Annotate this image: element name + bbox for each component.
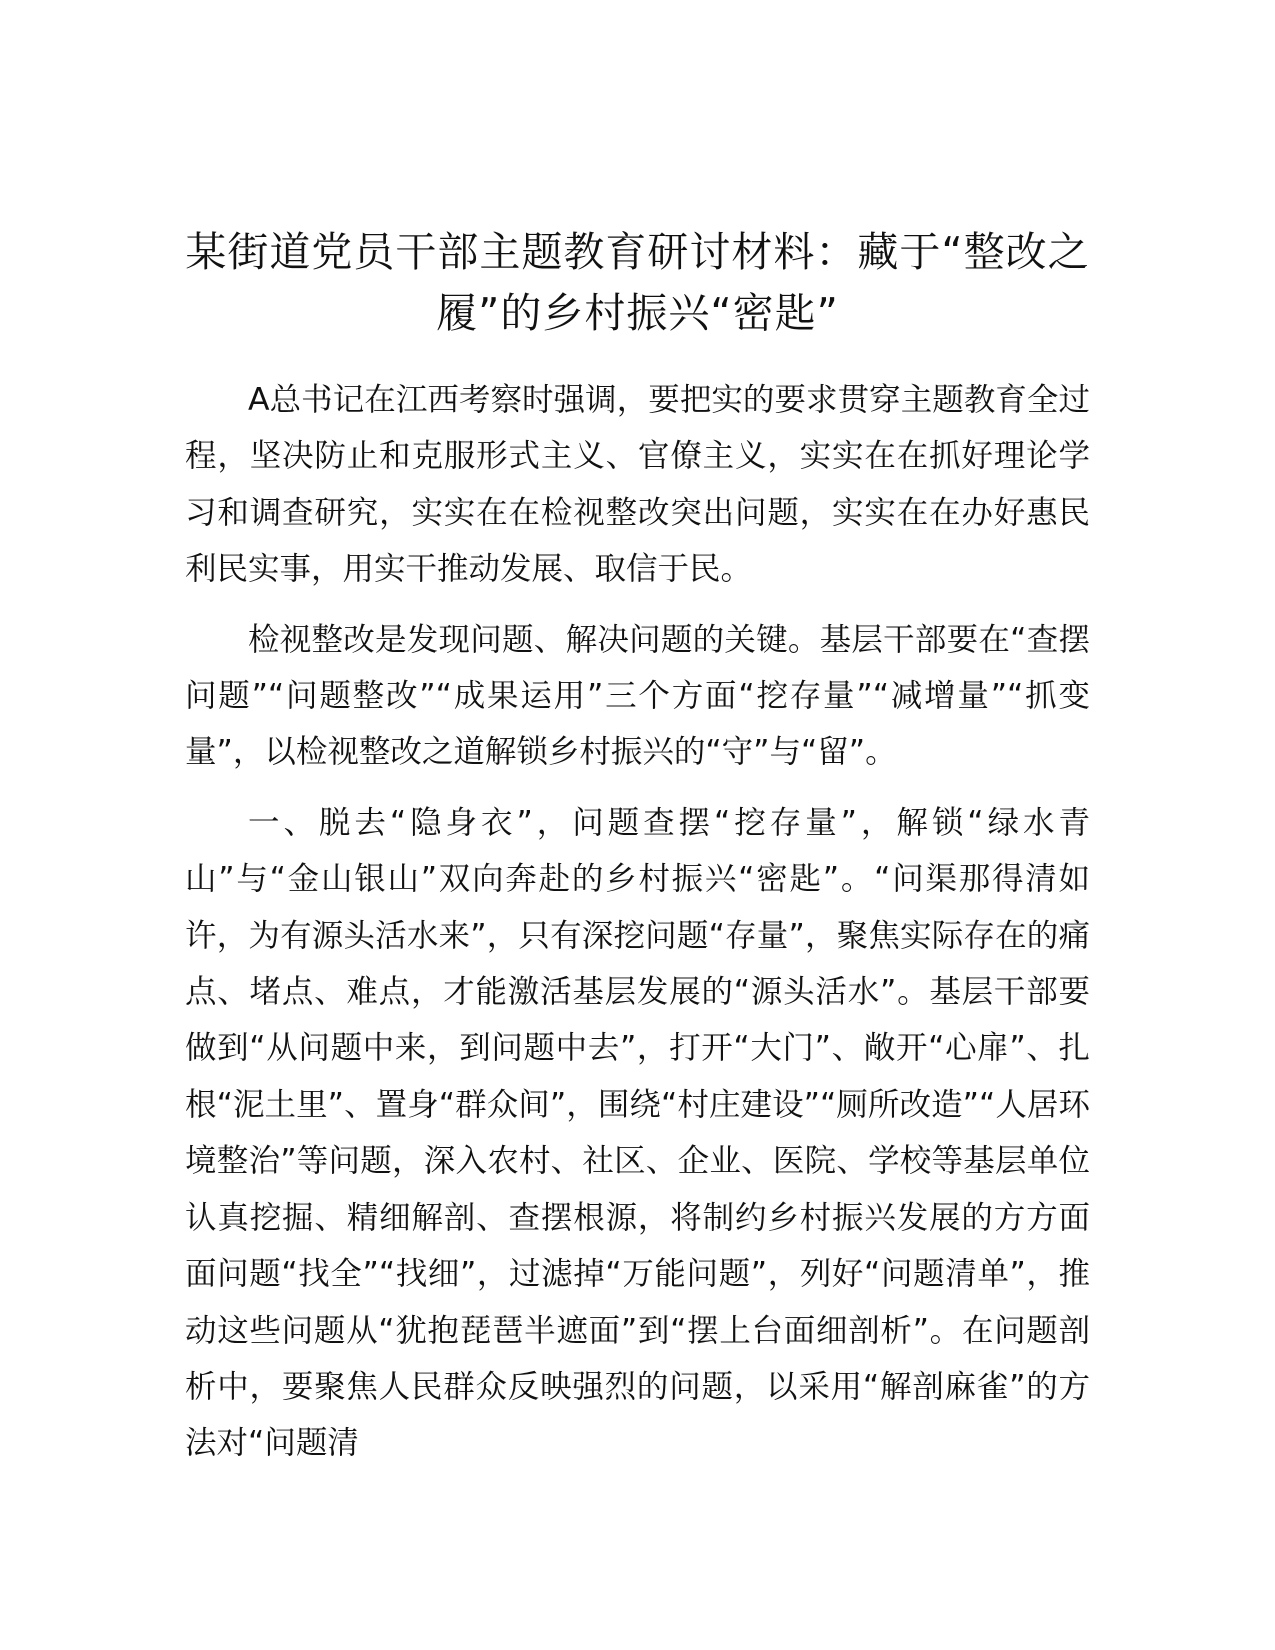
paragraph-intro: A总书记在江西考察时强调，要把实的要求贯穿主题教育全过程，坚决防止和克服形式主义、官僚主义，实实在在抓好理论学习和调查研究，实实在在检视整改突出问题，实实在在办好惠民利民实事，用实干推动发展、取信于民。 — [185, 382, 1090, 588]
paragraph-section-one: 一、脱去“隐身衣”，问题查摆“挖存量”，解锁“绿水青山”与“金山银山”双向奔赴的乡村振兴“密匙”。“问渠那得清如许，为有源头活水来”，只有深挖问题“存量”，聚焦实际存在的痛点、堵点、难点，才能激活基层发展的“源头活水”。基层干部要做到“从问题中来，到问题中去”，打开“大门”、敞开“心扉”、扎根“泥土里”、置身“群众间”，围绕“村庄建设”“厕所改造”“人居环境整治”等问题，深入农村、社区、企业、医院、学校等基层单位认真挖掘、精细解剖、查摆根源，将制约乡村振兴发展的方方面面问题“找全”“找细”，过滤掉“万能问题”，列好“问题清单”，推动这些问题从“犹抱琵琶半遮面”到“摆上台面细剖析”。在问题剖析中，要聚焦人民群众反映强烈的问题，以采用“解剖麻雀”的方法对“问题清 — [185, 804, 1090, 1462]
paragraph-overview: 检视整改是发现问题、解决问题的关键。基层干部要在“查摆问题”“问题整改”“成果运用”三个方面“挖存量”“减增量”“抓变量”，以检视整改之道解锁乡村振兴的“守”与“留”。 — [185, 621, 1090, 771]
document-body — [185, 222, 1090, 1486]
document-title: 某街道党员干部主题教育研讨材料：藏于“整改之履”的乡村振兴“密匙” — [185, 228, 1090, 337]
